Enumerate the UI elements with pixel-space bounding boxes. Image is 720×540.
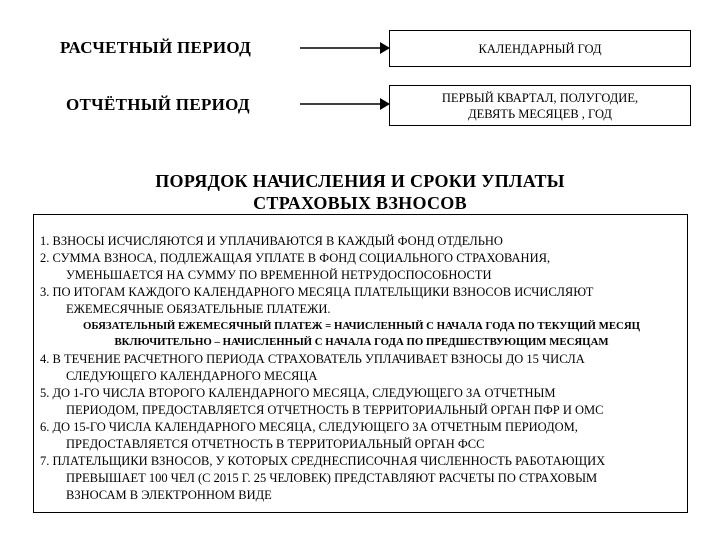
rule-1: 1. ВЗНОСЫ ИСЧИСЛЯЮТСЯ И УПЛАЧИВАЮТСЯ В КАЖДЫЙ ФОНД ОТДЕЛЬНО <box>40 234 503 248</box>
settlement-period-term: РАСЧЕТНЫЙ ПЕРИОД <box>60 38 252 57</box>
rule-5: 5. ДО 1-ГО ЧИСЛА ВТОРОГО КАЛЕНДАРНОГО МЕСЯЦА, СЛЕДУЮЩЕГО ЗА ОТЧЕТНЫМ <box>40 386 556 401</box>
rule-7-cont: ВЗНОСАМ В ЭЛЕКТРОННОМ ВИДЕ <box>66 487 272 502</box>
section-title <box>0 170 720 214</box>
formula-line-cont: ВКЛЮЧИТЕЛЬНО – НАЧИСЛЕННЫЙ С НАЧАЛА ГОДА ПО ПРЕДШЕСТВУЮЩИМ МЕСЯЦАМ <box>114 336 609 349</box>
rule-3-cont: ЕЖЕМЕСЯЧНЫЕ ОБЯЗАТЕЛЬНЫЕ ПЛАТЕЖИ. <box>66 301 331 316</box>
reporting-definition-box <box>389 85 691 126</box>
reporting-period-term: ОТЧЁТНЫЙ ПЕРИОД <box>66 95 250 114</box>
settlement-arrow-icon <box>300 36 390 60</box>
rule-6-cont: ПРЕДОСТАВЛЯЕТСЯ ОТЧЕТНОСТЬ В ТЕРРИТОРИАЛЬНЫЙ ОРГАН ФСС <box>66 436 485 451</box>
reporting-definition-line: ПЕРВЫЙ КВАРТАЛ, ПОЛУГОДИЕ, <box>441 90 639 105</box>
rule-4-cont: СЛЕДУЮЩЕГО КАЛЕНДАРНОГО МЕСЯЦА <box>66 369 318 384</box>
section-title-line: СТРАХОВЫХ ВЗНОСОВ <box>253 193 467 213</box>
rules-box <box>33 214 688 513</box>
rule-2-cont: УМЕНЬШАЕТСЯ НА СУММУ ПО ВРЕМЕННОЙ НЕТРУДОСПОСОБНОСТИ <box>66 267 492 282</box>
rule-6: 6. ДО 15-ГО ЧИСЛА КАЛЕНДАРНОГО МЕСЯЦА, СЛЕДУЮЩЕГО ЗА ОТЧЕТНЫМ ПЕРИОДОМ, <box>40 419 578 434</box>
formula-line: ОБЯЗАТЕЛЬНЫЙ ЕЖЕМЕСЯЧНЫЙ ПЛАТЕЖ = НАЧИСЛЕННЫЙ С НАЧАЛА ГОДА ПО ТЕКУЩИЙ МЕСЯЦ <box>82 319 641 332</box>
reporting-arrow-icon <box>300 92 390 116</box>
rule-5-cont: ПЕРИОДОМ, ПРЕДОСТАВЛЯЕТСЯ ОТЧЕТНОСТЬ В ТЕРРИТОРИАЛЬНЫЙ ОРГАН ПФР И ОМС <box>66 403 604 418</box>
rule-2: 2. СУММА ВЗНОСА, ПОДЛЕЖАЩАЯ УПЛАТЕ В ФОНД СОЦИАЛЬНОГО СТРАХОВАНИЯ, <box>40 250 551 265</box>
rule-4: 4. В ТЕЧЕНИЕ РАСЧЕТНОГО ПЕРИОДА СТРАХОВАТЕЛЬ УПЛАЧИВАЕТ ВЗНОСЫ ДО 15 ЧИСЛА <box>40 352 585 367</box>
section-title-line: ПОРЯДОК НАЧИСЛЕНИЯ И СРОКИ УПЛАТЫ <box>155 171 565 191</box>
rule-7: 7. ПЛАТЕЛЬЩИКИ ВЗНОСОВ, У КОТОРЫХ СРЕДНЕСПИСОЧНАЯ ЧИСЛЕННОСТЬ РАБОТАЮЩИХ <box>40 453 606 468</box>
settlement-definition-line: КАЛЕНДАРНЫЙ ГОД <box>478 41 602 56</box>
reporting-definition-line: ДЕВЯТЬ МЕСЯЦЕВ , ГОД <box>468 106 612 121</box>
rule-7-cont: ПРЕВЫШАЕТ 100 ЧЕЛ (С 2015 Г. 25 ЧЕЛОВЕК) ПРЕДСТАВЛЯЮТ РАСЧЕТЫ ПО СТРАХОВЫМ <box>66 470 598 485</box>
rule-3: 3. ПО ИТОГАМ КАЖДОГО КАЛЕНДАРНОГО МЕСЯЦА ПЛАТЕЛЬЩИКИ ВЗНОСОВ ИСЧИСЛЯЮТ <box>40 284 594 299</box>
settlement-definition-box <box>389 30 691 67</box>
